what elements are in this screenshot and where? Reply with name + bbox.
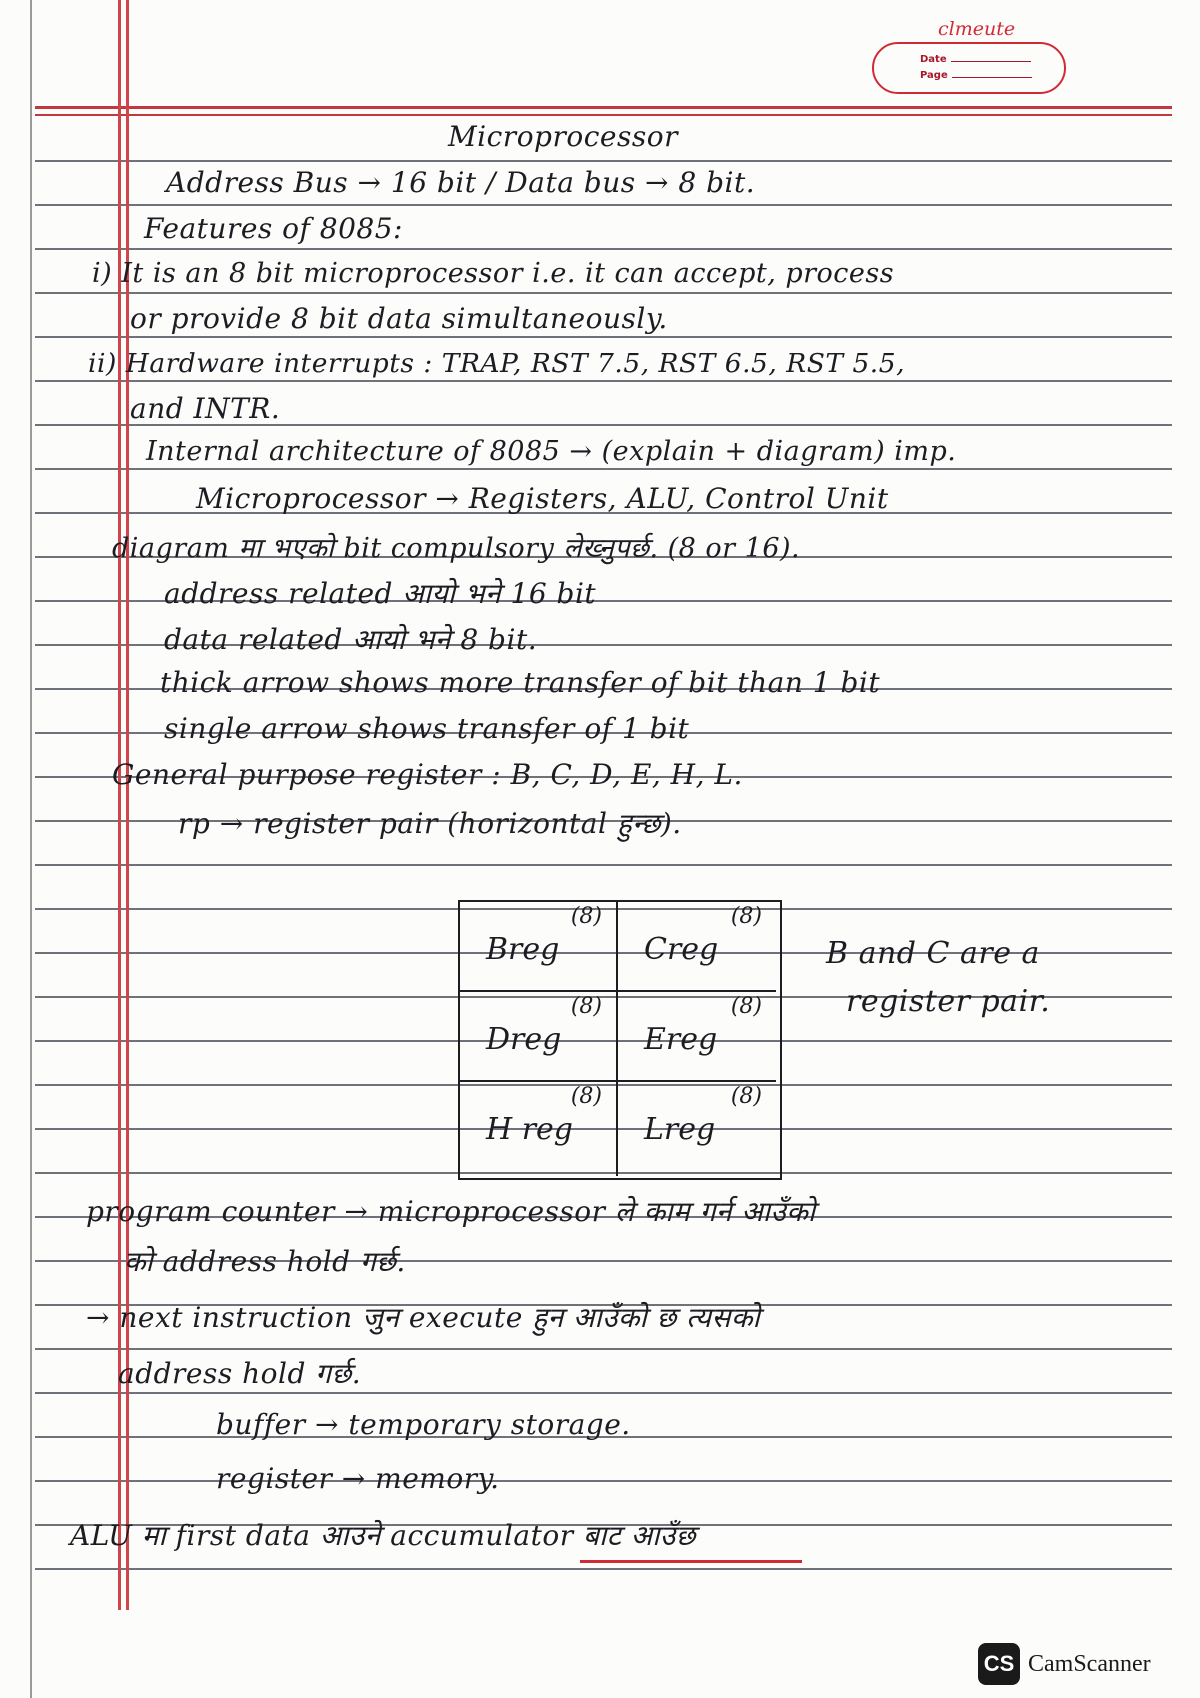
register-cell-c: [618, 902, 776, 992]
camscanner-text: CamScanner: [1028, 1651, 1151, 1677]
feature-1-line-2: or provide 8 bit data simultaneously.: [130, 302, 668, 335]
brand-logo: clmeute: [938, 18, 1016, 40]
register-size: (8): [570, 904, 602, 929]
register-cell-b: [460, 902, 618, 992]
header-rule: [35, 106, 1172, 109]
date-page-box: [872, 42, 1066, 94]
register-cell-d: [460, 992, 618, 1082]
register-note: register → memory.: [216, 1462, 500, 1495]
page-header-stamp: [868, 18, 1068, 98]
camscanner-logo-icon: CS: [978, 1643, 1020, 1685]
register-name: Dreg: [486, 1022, 562, 1057]
register-cell-l: [618, 1082, 776, 1176]
register-cell-h: [460, 1082, 618, 1176]
register-name: Creg: [644, 932, 719, 967]
page-edge: [30, 0, 32, 1698]
register-size: (8): [730, 1084, 762, 1109]
page-field: [920, 70, 1032, 81]
feature-1-line-1: i) It is an 8 bit microprocessor i.e. it can accept, process: [92, 258, 895, 289]
rule-line: [35, 160, 1172, 162]
date-field: [920, 54, 1031, 65]
register-pair-table: [458, 900, 782, 1180]
accumulator-underline: [580, 1560, 802, 1563]
rule-line: [35, 204, 1172, 206]
rule-line: [35, 336, 1172, 338]
header-rule-2: [35, 114, 1172, 116]
rule-line: [35, 380, 1172, 382]
register-name: Ereg: [644, 1022, 718, 1057]
register-pair-note-line-2: register pair.: [846, 984, 1051, 1019]
rule-line: [35, 1480, 1172, 1482]
program-counter-line-2: को address hold गर्छ.: [124, 1245, 406, 1278]
rule-line: [35, 292, 1172, 294]
register-pair-note: rp → register pair (horizontal हुन्छ).: [178, 807, 682, 840]
rule-line: [35, 864, 1172, 866]
data-related: data related आयो भने 8 bit.: [164, 623, 538, 656]
register-size: (8): [730, 904, 762, 929]
features-heading: Features of 8085:: [144, 212, 403, 245]
register-size: (8): [730, 994, 762, 1019]
rule-line: [35, 1348, 1172, 1350]
register-cell-e: [618, 992, 776, 1082]
rule-line: [35, 1568, 1172, 1570]
rule-line: [35, 468, 1172, 470]
register-name: Lreg: [644, 1112, 716, 1147]
register-size: (8): [570, 994, 602, 1019]
rule-line: [35, 248, 1172, 250]
single-arrow-note: single arrow shows transfer of 1 bit: [164, 712, 690, 745]
page-title: Microprocessor: [448, 120, 678, 153]
program-counter-line-3: → next instruction जुन execute हुन आउँको छ त्यसको: [86, 1301, 761, 1334]
internal-architecture: Internal architecture of 8085 → (explain + diagram) imp.: [146, 436, 957, 467]
register-size: (8): [570, 1084, 602, 1109]
register-name: H reg: [486, 1112, 573, 1147]
date-label: Date: [920, 54, 947, 65]
page-label: Page: [920, 70, 948, 81]
address-related: address related आयो भने 16 bit: [164, 577, 597, 610]
diagram-note: diagram मा भएको bit compulsory लेख्नुपर्छ. (8 or 16).: [112, 533, 801, 564]
buffer-note: buffer → temporary storage.: [216, 1408, 631, 1441]
feature-2-line-1: ii) Hardware interrupts : TRAP, RST 7.5, RST 6.5, RST 5.5,: [88, 348, 906, 379]
register-pair-note-line-1: B and C are a: [826, 936, 1040, 971]
program-counter-line-1: program counter → microprocessor ले काम गर्न आउँको: [86, 1195, 816, 1228]
register-name: Breg: [486, 932, 560, 967]
rule-line: [35, 1392, 1172, 1394]
alu-note: ALU मा first data आउने accumulator बाट आउँछ: [70, 1519, 696, 1552]
general-purpose-register: General purpose register : B, C, D, E, H, L.: [112, 758, 743, 791]
program-counter-line-4: address hold गर्छ.: [118, 1357, 362, 1390]
thick-arrow-note: thick arrow shows more transfer of bit than 1 bit: [160, 666, 881, 699]
feature-2-line-2: and INTR.: [130, 392, 281, 425]
microprocessor-parts: Microprocessor → Registers, ALU, Control Unit: [196, 482, 889, 515]
bus-widths: Address Bus → 16 bit / Data bus → 8 bit.: [166, 166, 756, 199]
